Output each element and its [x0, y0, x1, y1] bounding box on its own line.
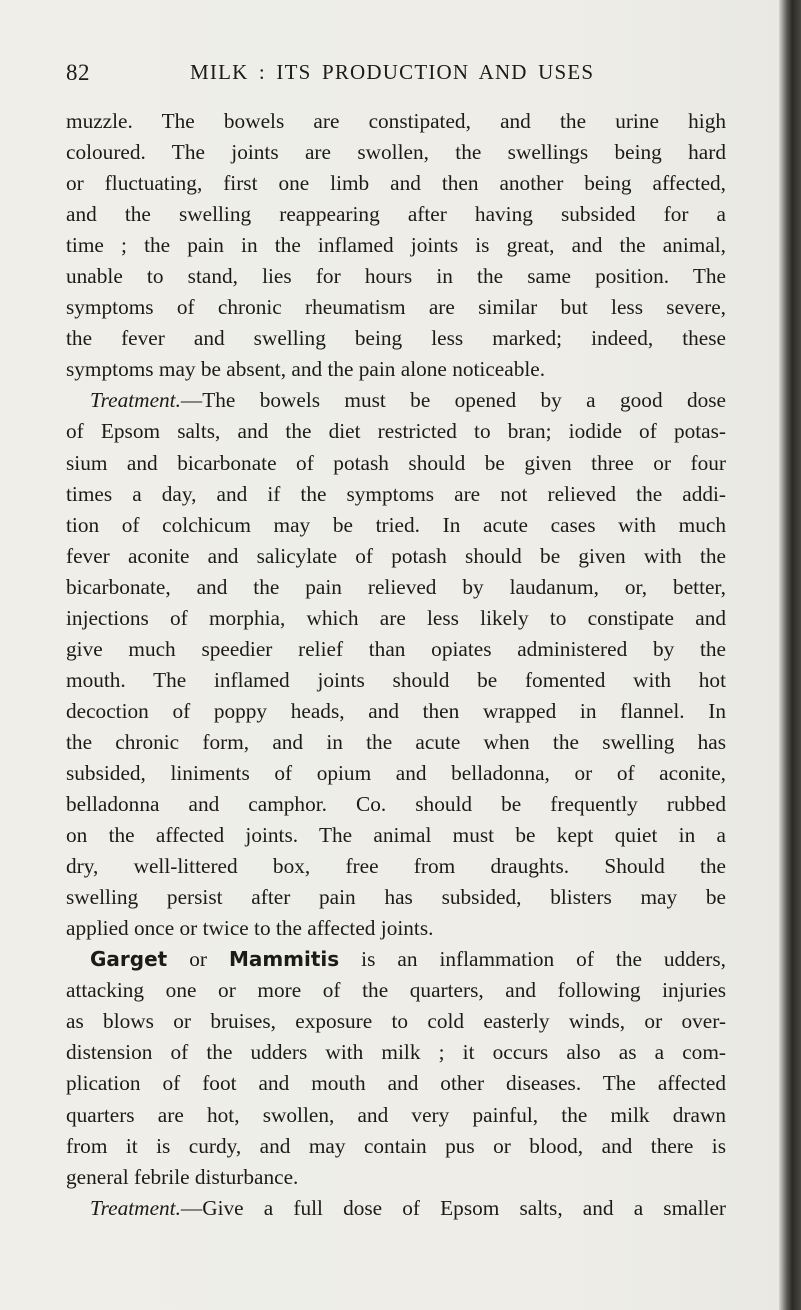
text-line: of Epsom salts, and the diet restricted to bran; iodide of potas-: [66, 419, 726, 444]
text-line: attacking one or more of the quarters, and following injuries: [66, 978, 726, 1003]
text-line: symptoms may be absent, and the pain alone noticeable.: [66, 357, 546, 382]
text-line: belladonna and camphor. Co. should be frequently rubbed: [66, 792, 726, 817]
paragraph-start-line: [66, 1193, 726, 1224]
text-line: coloured. The joints are swollen, the swellings being hard: [66, 140, 726, 165]
treatment-heading: Treatment.: [90, 1195, 181, 1220]
text-line: on the affected joints. The animal must be kept quiet in a: [66, 823, 726, 848]
body-text: [66, 106, 726, 1224]
page-number: 82: [66, 60, 90, 85]
text-line: dry, well-littered box, free from draughts. Should the: [66, 854, 726, 879]
text-line: mouth. The inflamed joints should be fomented with hot: [66, 667, 726, 692]
text-run: is an inflammation of the udders,: [339, 947, 727, 972]
mammitis-heading: Mammitis: [228, 947, 340, 972]
text-line: give much speedier relief than opiates administered by the: [66, 636, 726, 661]
text-line: tion of colchicum may be tried. In acute cases with much: [66, 512, 726, 537]
text-line: sium and bicarbonate of potash should be given three or four: [66, 450, 726, 475]
garget-heading: Garget: [90, 947, 168, 972]
text-line: applied once or twice to the affected joints.: [66, 916, 434, 941]
text-line: general febrile disturbance.: [66, 1164, 299, 1189]
text-line: quarters are hot, swollen, and very painful, the milk drawn: [66, 1102, 726, 1127]
text-line: and the swelling reappearing after having subsided for a: [66, 202, 726, 227]
text-line: the fever and swelling being less marked; indeed, these: [66, 326, 726, 351]
text-run: —Give a full dose of Epsom salts, and a smaller: [180, 1195, 726, 1220]
text-line: time ; the pain in the inflamed joints is great, and the animal,: [66, 233, 726, 258]
text-line: the chronic form, and in the acute when the swelling has: [66, 729, 726, 754]
text-line: times a day, and if the symptoms are not relieved the addi-: [66, 481, 726, 506]
text-line: fever aconite and salicylate of potash should be given with the: [66, 543, 726, 568]
text-line: from it is curdy, and may contain pus or blood, and there is: [66, 1133, 726, 1158]
text-line: unable to stand, lies for hours in the same position. The: [66, 264, 726, 289]
text-line: decoction of poppy heads, and then wrapped in flannel. In: [66, 698, 726, 723]
book-binding-edge: [779, 0, 801, 1310]
text-line: or fluctuating, first one limb and then another being affected,: [66, 171, 726, 196]
text-line: as blows or bruises, exposure to cold easterly winds, or over-: [66, 1009, 726, 1034]
text-run: —The bowels must be opened by a good dose: [180, 388, 726, 413]
text-line: distension of the udders with milk ; it occurs also as a com-: [66, 1040, 726, 1065]
running-head: [66, 58, 756, 98]
text-line: injections of morphia, which are less likely to constipate and: [66, 605, 726, 630]
text-line: plication of foot and mouth and other diseases. The affected: [66, 1071, 726, 1096]
paragraph-start-line: [66, 385, 726, 416]
paragraph-start-line: [66, 944, 726, 975]
text-line: symptoms of chronic rheumatism are similar but less severe,: [66, 295, 726, 320]
running-title: MILK : ITS PRODUCTION AND USES: [190, 60, 595, 84]
treatment-heading: Treatment.: [90, 388, 181, 413]
text-line: bicarbonate, and the pain relieved by laudanum, or, better,: [66, 574, 726, 599]
text-line: muzzle. The bowels are constipated, and the urine high: [66, 109, 726, 133]
text-line: subsided, liniments of opium and belladonna, or of aconite,: [66, 760, 726, 785]
text-line: swelling persist after pain has subsided, blisters may be: [66, 885, 726, 910]
text-run: or: [167, 947, 229, 972]
